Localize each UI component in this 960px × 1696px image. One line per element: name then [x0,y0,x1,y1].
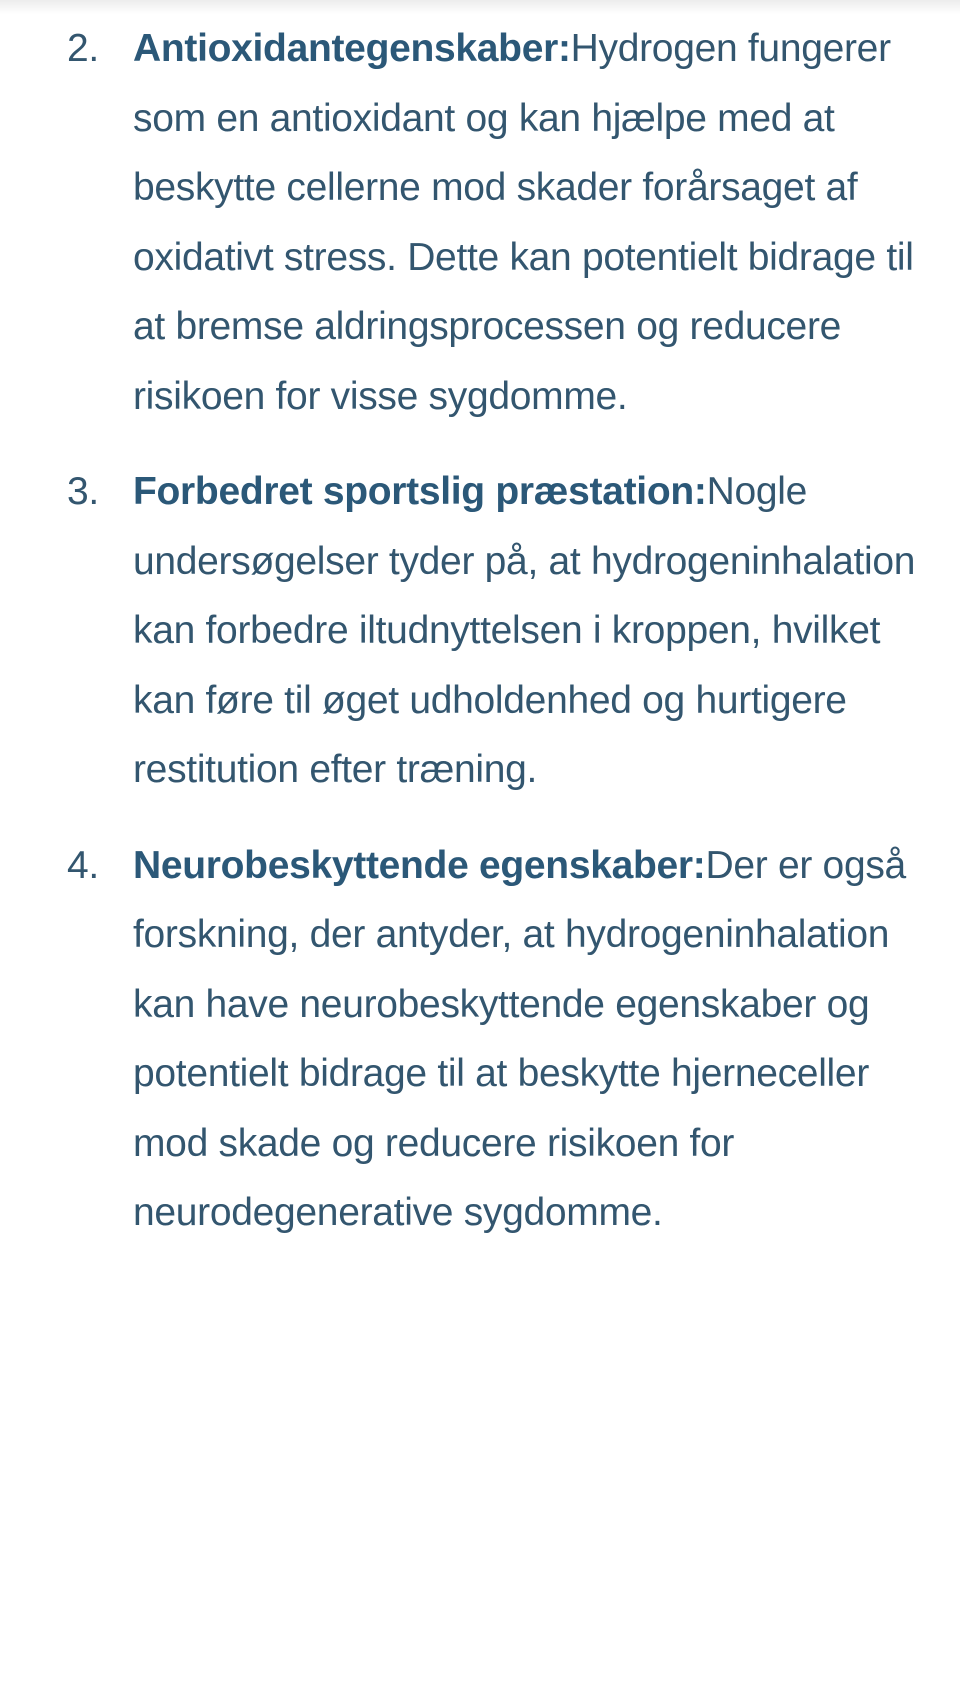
list-number: 2. [67,27,99,70]
benefits-list [0,14,960,1274]
list-number: 3. [67,470,99,513]
list-item [0,14,960,431]
item-text: Nogle undersøgelser tyder på, at hydrogeninhalation kan forbedre iltudnyttelsen i kroppen, hvilket kan føre til øget udholdenhed og hurtigere restitution efter træning. [133,470,916,791]
item-text: Der er også forskning, der antyder, at hydrogeninhalation kan have neurobeskyttende egenskaber og potentielt bidrage til at beskytte hjerneceller mod skade og reducere risikoen for neurodegenerative sygdomme. [133,843,906,1234]
item-term: Neurobeskyttende egenskaber: [133,843,706,887]
item-term: Antioxidantegenskaber: [133,27,571,70]
item-term: Forbedret sportslig præstation: [133,470,707,513]
item-text: Hydrogen fungerer som en antioxidant og kan hjælpe med at beskytte cellerne mod skader forårsaget af oxidativt stress. Dette kan potentielt bidrage til at bremse aldringsprocessen og reducere risikoen for visse sygdomme. [133,27,914,418]
list-number: 4. [67,843,99,887]
list-item [0,831,960,1248]
top-shadow [0,0,960,14]
list-item [0,457,960,805]
